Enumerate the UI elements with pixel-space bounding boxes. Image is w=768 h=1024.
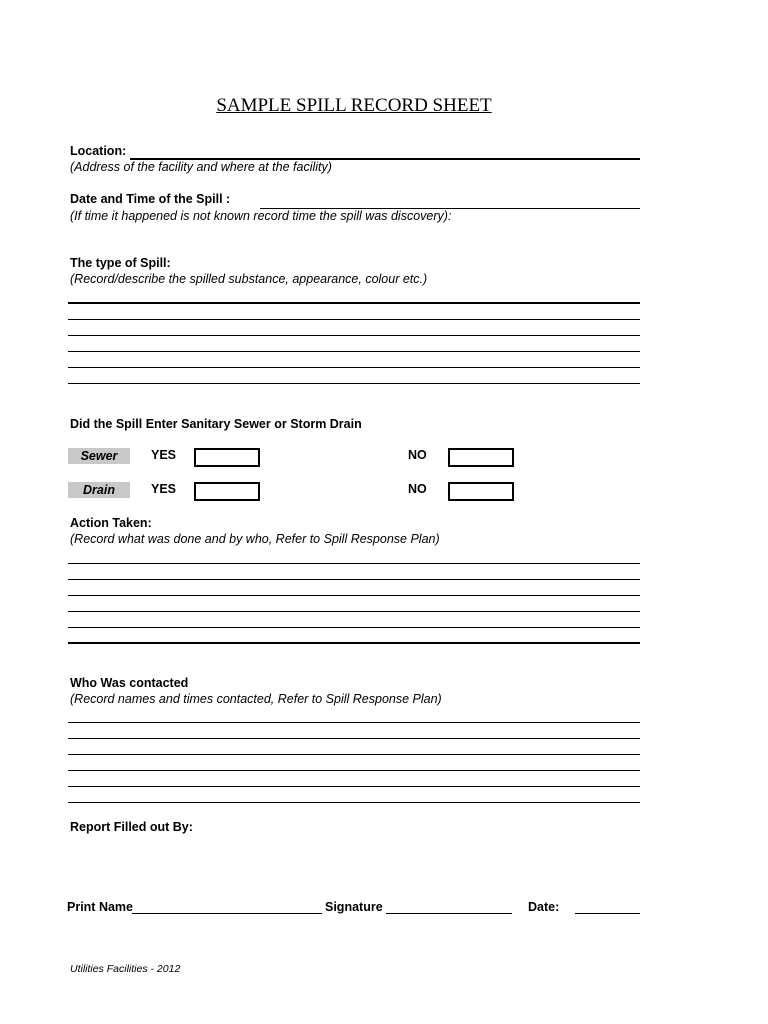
action-line[interactable] — [68, 579, 640, 580]
sewer-question-label: Did the Spill Enter Sanitary Sewer or Storm Drain — [70, 417, 362, 431]
contacted-line[interactable] — [68, 770, 640, 771]
footer-text: Utilities Facilities - 2012 — [70, 963, 181, 975]
print-name-label: Print Name — [67, 900, 133, 914]
drain-tag: Drain — [68, 482, 130, 498]
drain-yes-label: YES — [151, 482, 177, 496]
contacted-line[interactable] — [68, 786, 640, 787]
sewer-yes-label: YES — [151, 448, 177, 462]
date-label: Date: — [528, 900, 560, 914]
sewer-yes-checkbox[interactable] — [194, 448, 260, 467]
spill-type-line[interactable] — [68, 319, 640, 320]
spill-type-line[interactable] — [68, 302, 640, 304]
action-line[interactable] — [68, 642, 640, 644]
signature-label: Signature — [325, 900, 383, 914]
contacted-hint: (Record names and times contacted, Refer to Spill Response Plan) — [70, 692, 442, 706]
spill-type-label: The type of Spill: — [70, 256, 171, 270]
contacted-line[interactable] — [68, 722, 640, 723]
action-line[interactable] — [68, 611, 640, 612]
action-hint: (Record what was done and by who, Refer to Spill Response Plan) — [70, 532, 440, 546]
spill-type-line[interactable] — [68, 335, 640, 336]
spill-type-line[interactable] — [68, 383, 640, 384]
spill-type-line[interactable] — [68, 367, 640, 368]
action-line[interactable] — [68, 627, 640, 628]
date-field[interactable] — [575, 913, 640, 914]
sewer-tag: Sewer — [68, 448, 130, 464]
drain-yes-checkbox[interactable] — [194, 482, 260, 501]
date-time-hint: (If time it happened is not known record time the spill was discovery): — [70, 209, 452, 223]
contacted-line[interactable] — [68, 754, 640, 755]
action-line[interactable] — [68, 563, 640, 564]
page-title: SAMPLE SPILL RECORD SHEET — [216, 95, 492, 116]
date-time-label: Date and Time of the Spill : — [70, 192, 231, 206]
sewer-no-label: NO — [408, 448, 427, 462]
spill-type-line[interactable] — [68, 351, 640, 352]
sewer-no-checkbox[interactable] — [448, 448, 514, 467]
action-line[interactable] — [68, 595, 640, 596]
action-label: Action Taken: — [70, 516, 152, 530]
spill-type-hint: (Record/describe the spilled substance, appearance, colour etc.) — [70, 272, 428, 286]
print-name-field[interactable] — [132, 913, 322, 914]
report-label: Report Filled out By: — [70, 820, 193, 834]
drain-no-label: NO — [408, 482, 427, 496]
signature-field[interactable] — [386, 913, 512, 914]
contacted-line[interactable] — [68, 802, 640, 803]
location-label: Location: — [70, 144, 127, 158]
drain-no-checkbox[interactable] — [448, 482, 514, 501]
contacted-label: Who Was contacted — [70, 676, 189, 690]
contacted-line[interactable] — [68, 738, 640, 739]
location-hint: (Address of the facility and where at the facility) — [70, 160, 332, 174]
